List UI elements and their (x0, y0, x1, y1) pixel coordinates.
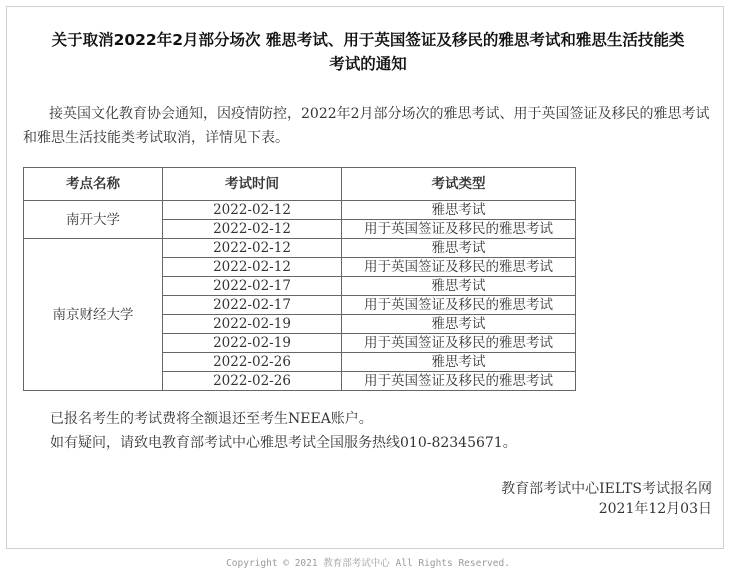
date-cell: 2022-02-17 (163, 296, 342, 315)
date-cell: 2022-02-12 (163, 258, 342, 277)
venue-cell: 南京财经大学 (24, 239, 163, 391)
type-cell: 雅思考试 (342, 239, 576, 258)
date-cell: 2022-02-12 (163, 201, 342, 220)
date-cell: 2022-02-19 (163, 315, 342, 334)
type-cell: 用于英国签证及移民的雅思考试 (342, 296, 576, 315)
date-cell: 2022-02-26 (163, 353, 342, 372)
type-cell: 用于英国签证及移民的雅思考试 (342, 220, 576, 239)
table-header-row (24, 168, 576, 201)
table-row (24, 239, 576, 258)
copyright-footer: Copyright © 2021 教育部考试中心 All Rights Reserved. (226, 558, 510, 569)
date-cell: 2022-02-26 (163, 372, 342, 391)
date-cell: 2022-02-12 (163, 220, 342, 239)
date-cell: 2022-02-19 (163, 334, 342, 353)
type-cell: 雅思考试 (342, 277, 576, 296)
table-row (24, 201, 576, 220)
date-cell: 2022-02-17 (163, 277, 342, 296)
type-cell: 雅思考试 (342, 353, 576, 372)
header-type: 考试类型 (342, 168, 576, 201)
date-cell: 2022-02-12 (163, 239, 342, 258)
cancelled-exams-table (23, 167, 576, 391)
refund-note: 已报名考生的考试费将全额退还至考生NEEA账户。 (50, 411, 373, 427)
type-cell: 用于英国签证及移民的雅思考试 (342, 372, 576, 391)
venue-cell: 南开大学 (24, 201, 163, 239)
signature-date: 2021年12月03日 (598, 501, 712, 517)
type-cell: 雅思考试 (342, 201, 576, 220)
type-cell: 用于英国签证及移民的雅思考试 (342, 258, 576, 277)
type-cell: 雅思考试 (342, 315, 576, 334)
hotline-note: 如有疑问，请致电教育部考试中心雅思考试全国服务热线010-82345671。 (50, 435, 517, 451)
notice-title: 关于取消2022年2月部分场次 雅思考试、用于英国签证及移民的雅思考试和雅思生活技能类 (51, 31, 685, 49)
header-date: 考试时间 (163, 168, 342, 201)
signature-org: 教育部考试中心IELTS考试报名网 (501, 481, 712, 497)
header-venue: 考点名称 (24, 168, 163, 201)
notice-title-continued: 考试的通知 (329, 55, 407, 73)
type-cell: 用于英国签证及移民的雅思考试 (342, 334, 576, 353)
intro-paragraph: 接英国文化教育协会通知，因疫情防控，2022年2月部分场次的雅思考试、用于英国签证及移民的雅思考试和雅思生活技能类考试取消，详情见下表。 (23, 106, 710, 146)
